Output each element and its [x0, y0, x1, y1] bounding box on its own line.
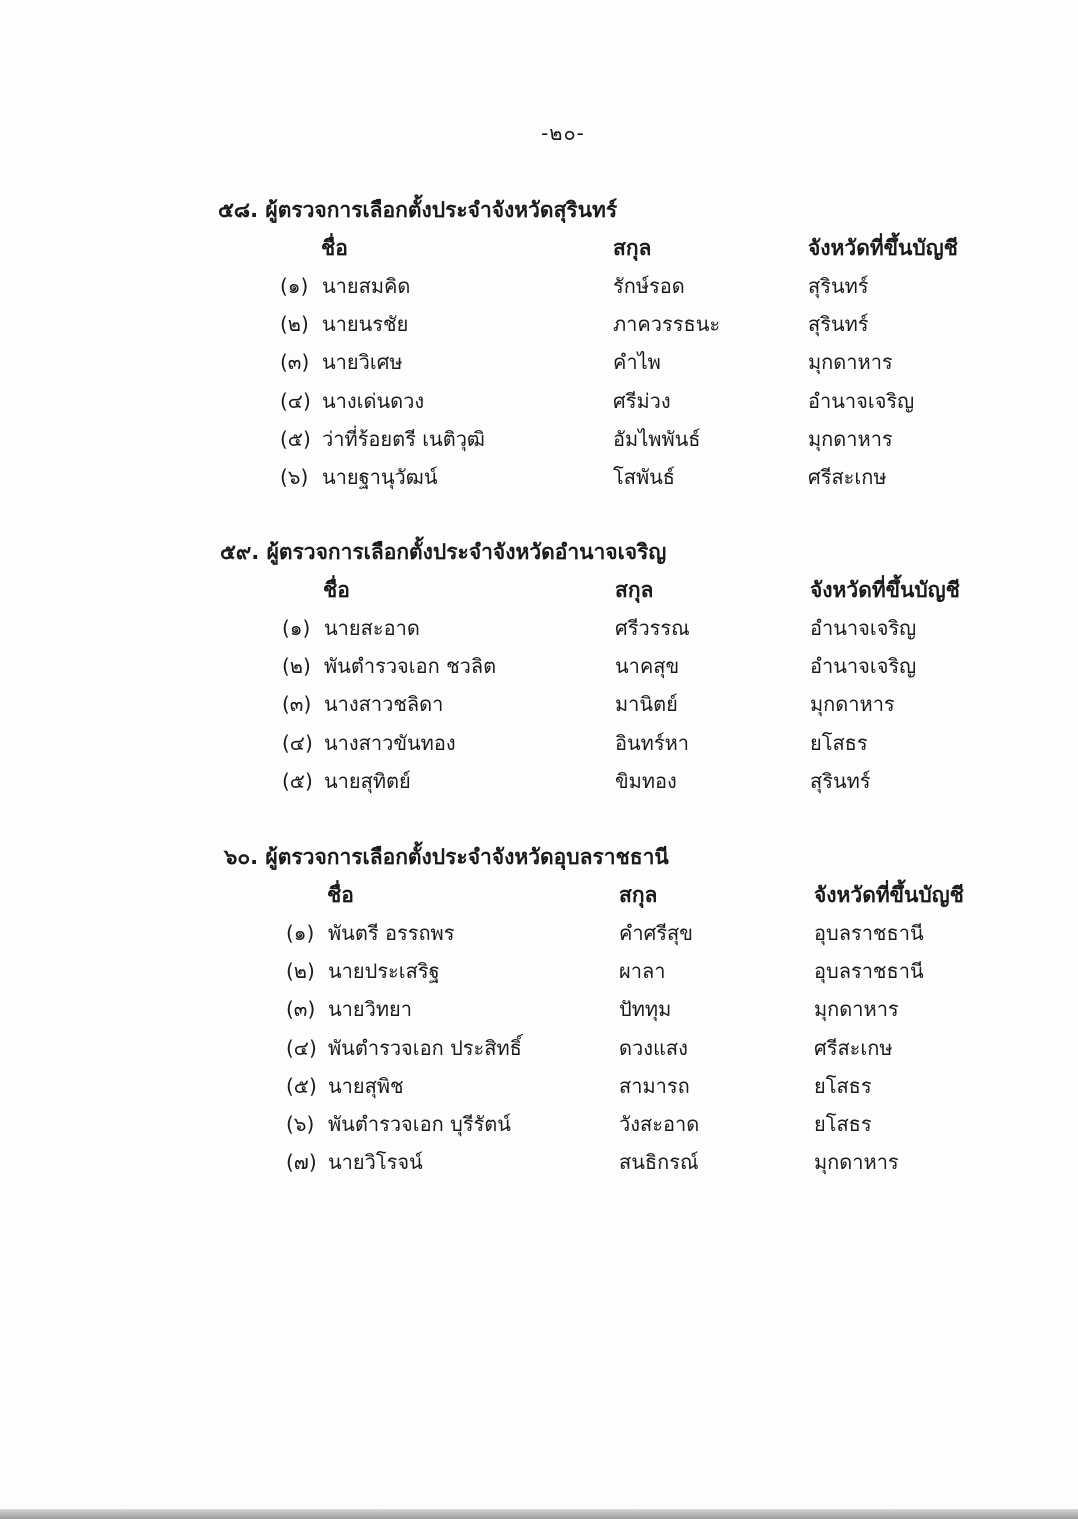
- row-surname: อินทร์หา: [615, 730, 690, 755]
- column-header-surname: สกุล: [613, 236, 652, 260]
- row-index: (๓): [286, 997, 316, 1022]
- row-index: (๓): [280, 350, 310, 375]
- row-province: อำนาจเจริญ: [810, 616, 917, 640]
- row-name: นายวิทยา: [328, 997, 412, 1022]
- row-index: (๒): [282, 654, 311, 679]
- row-province: อุบลราชธานี: [814, 921, 924, 945]
- column-header-name: ชื่อ: [321, 236, 348, 260]
- row-surname: สนธิกรณ์: [619, 1150, 699, 1175]
- row-index: (๗): [286, 1150, 317, 1175]
- row-province: มุกดาหาร: [808, 350, 893, 375]
- row-index: (๒): [280, 312, 309, 337]
- section-heading: ๖๐. ผู้ตรวจการเลือกตั้งประจำจังหวัดอุบลราชธานี: [224, 845, 669, 869]
- list-row: [218, 420, 978, 458]
- name-list: [224, 914, 984, 1181]
- list-row: [224, 952, 984, 990]
- row-name: ว่าที่ร้อยตรี เนติวุฒิ: [322, 426, 485, 451]
- row-province: ศรีสะเกษ: [808, 464, 887, 489]
- row-surname: ศรีวรรณ: [615, 616, 690, 640]
- row-surname: นาคสุข: [615, 654, 680, 679]
- list-row: [220, 762, 980, 800]
- page-number: -๒๐-: [541, 121, 585, 145]
- row-surname: รักษ์รอด: [613, 274, 685, 298]
- row-name: นายประเสริฐ: [328, 959, 440, 984]
- row-name: นายสมคิด: [322, 274, 411, 298]
- list-row: [220, 609, 980, 647]
- row-province: ยโสธร: [810, 730, 868, 755]
- row-name: นายสุพิช: [328, 1073, 404, 1098]
- list-row: [224, 1067, 984, 1105]
- list-row: [218, 305, 978, 343]
- row-index: (๔): [286, 1035, 317, 1060]
- row-index: (๑): [280, 274, 309, 298]
- row-surname: ผาลา: [619, 959, 666, 984]
- row-province: สุรินทร์: [810, 768, 871, 793]
- row-province: ยโสธร: [814, 1111, 872, 1136]
- row-name: พันตำรวจเอก ชวลิต: [324, 654, 497, 679]
- row-surname: ขิมทอง: [615, 768, 677, 793]
- row-index: (๑): [282, 616, 311, 640]
- row-province: สุรินทร์: [808, 274, 869, 298]
- list-row: [220, 685, 980, 723]
- list-row: [224, 1143, 984, 1181]
- row-province: สุรินทร์: [808, 312, 869, 337]
- row-index: (๖): [280, 464, 309, 489]
- row-name: นายสะอาด: [324, 616, 420, 640]
- row-province: มุกดาหาร: [810, 692, 895, 717]
- row-surname: ปัททุม: [619, 997, 672, 1022]
- row-index: (๔): [280, 388, 311, 413]
- list-row: [220, 647, 980, 685]
- row-index: (๔): [282, 730, 313, 755]
- column-header-province: จังหวัดที่ขึ้นบัญชี: [810, 578, 960, 602]
- list-row: [224, 990, 984, 1028]
- list-row: [224, 914, 984, 952]
- row-index: (๕): [280, 426, 311, 451]
- row-name: นายสุทิตย์: [324, 768, 411, 793]
- row-surname: ดวงแสง: [619, 1035, 688, 1060]
- row-name: นายฐานุวัฒน์: [322, 464, 438, 489]
- row-name: พันตำรวจเอก ประสิทธิ์: [328, 1035, 522, 1060]
- column-header-name: ชื่อ: [323, 578, 350, 602]
- row-surname: ศรีม่วง: [613, 388, 671, 413]
- list-row: [218, 382, 978, 420]
- row-surname: คำไพ: [613, 350, 661, 375]
- row-surname: คำศรีสุข: [619, 921, 693, 945]
- row-name: พันตำรวจเอก บุรีรัตน์: [328, 1111, 511, 1136]
- row-name: นางเด่นดวง: [322, 388, 425, 413]
- list-row: [224, 1029, 984, 1067]
- row-province: อำนาจเจริญ: [810, 654, 917, 679]
- row-name: นายวิโรจน์: [328, 1150, 423, 1175]
- list-row: [218, 458, 978, 496]
- row-index: (๖): [286, 1111, 315, 1136]
- row-province: ยโสธร: [814, 1073, 872, 1098]
- column-header-province: จังหวัดที่ขึ้นบัญชี: [808, 236, 958, 260]
- column-header-province: จังหวัดที่ขึ้นบัญชี: [814, 883, 964, 907]
- section-heading: ๕๙. ผู้ตรวจการเลือกตั้งประจำจังหวัดอำนาจเจริญ: [220, 540, 667, 564]
- row-surname: อัมไพพันธ์: [613, 426, 701, 451]
- list-row: [218, 267, 978, 305]
- row-name: นายวิเศษ: [322, 350, 403, 375]
- row-province: มุกดาหาร: [814, 1150, 899, 1175]
- column-header-surname: สกุล: [619, 883, 658, 907]
- column-header-surname: สกุล: [615, 578, 654, 602]
- row-province: อุบลราชธานี: [814, 959, 924, 984]
- row-province: ศรีสะเกษ: [814, 1035, 893, 1060]
- list-row: [220, 724, 980, 762]
- row-index: (๕): [282, 768, 313, 793]
- row-name: นายนรชัย: [322, 312, 409, 337]
- row-surname: ภาควรรธนะ: [613, 312, 721, 337]
- name-list: [218, 267, 978, 496]
- row-name: พันตรี อรรถพร: [328, 921, 455, 945]
- list-row: [224, 1105, 984, 1143]
- list-row: [218, 343, 978, 381]
- row-name: นางสาวขันทอง: [324, 730, 456, 755]
- row-surname: วังสะอาด: [619, 1111, 700, 1136]
- row-name: นางสาวชลิดา: [324, 692, 444, 717]
- row-index: (๓): [282, 692, 312, 717]
- row-index: (๒): [286, 959, 315, 984]
- column-header-name: ชื่อ: [327, 883, 354, 907]
- row-province: อำนาจเจริญ: [808, 388, 915, 413]
- scan-bottom-edge: [0, 1509, 1078, 1519]
- row-province: มุกดาหาร: [808, 426, 893, 451]
- section-heading: ๕๘. ผู้ตรวจการเลือกตั้งประจำจังหวัดสุรินทร์: [218, 198, 618, 222]
- row-province: มุกดาหาร: [814, 997, 899, 1022]
- name-list: [220, 609, 980, 800]
- row-surname: มานิตย์: [615, 692, 678, 717]
- row-surname: สามารถ: [619, 1073, 690, 1098]
- row-surname: โสพันธ์: [613, 464, 676, 489]
- row-index: (๑): [286, 921, 315, 945]
- row-index: (๕): [286, 1073, 317, 1098]
